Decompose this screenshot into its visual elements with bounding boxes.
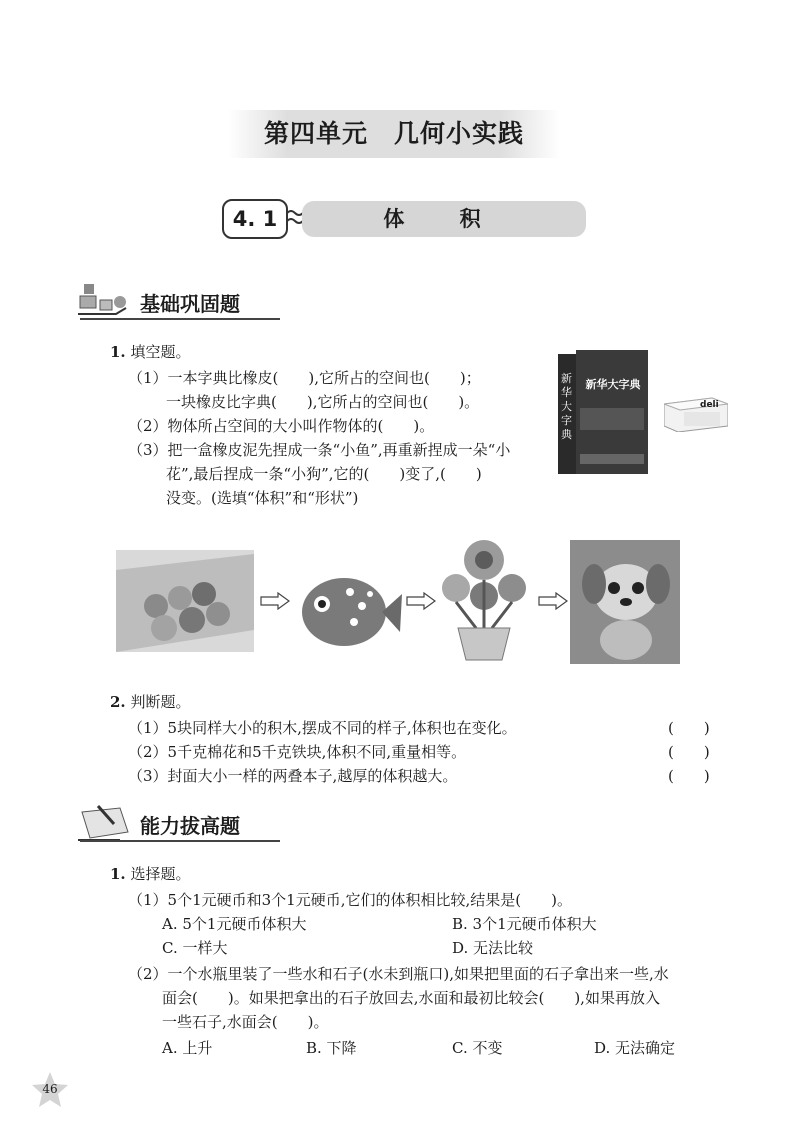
section2-underline <box>80 840 280 842</box>
section2-header <box>76 802 296 846</box>
s2-q1-p2a: （2）一个水瓶里装了一些水和石子(水未到瓶口),如果把里面的石子拿出来一些,水 <box>128 965 669 983</box>
lesson-header <box>222 199 582 239</box>
s1-q1-p1a: （1）一本字典比橡皮( ),它所占的空间也( )； <box>128 369 481 387</box>
s2-q1-heading <box>110 862 190 886</box>
s1-q2-item-2: （2）5千克棉花和5千克铁块,体积不同,重量相等。 <box>128 743 467 761</box>
s1-q2-item-3: （3）封面大小一样的两叠本子,越厚的体积越大。 <box>128 767 458 785</box>
clay-fish-image <box>292 566 404 654</box>
lesson-number: 4. 1 <box>222 199 288 239</box>
clay-dog-photo <box>570 540 680 664</box>
s2-q1-p2-option-c[interactable]: C. 不变 <box>452 1039 503 1057</box>
s1-q1-heading <box>110 340 190 364</box>
section1-underline <box>80 318 280 320</box>
eraser-brand: deli <box>700 400 719 410</box>
s1-q1-p3c: 没变。(选填“体积”和“形状”) <box>166 489 359 507</box>
dictionary-title: 新华大字典 <box>585 378 641 391</box>
arrow-right-icon-2 <box>406 592 436 610</box>
s1-q2-heading <box>110 690 190 714</box>
s2-q1-p2b: 面会( )。如果把拿出的石子放回去,水面和最初比较会( ),如果再放入 <box>162 989 660 1007</box>
eraser-image <box>664 392 728 432</box>
s2-q1-text: 选择题。 <box>130 865 191 883</box>
s2-q1-p1: （1）5个1元硬币和3个1元硬币,它们的体积相比较,结果是( )。 <box>128 891 572 909</box>
arrow-right-icon-3 <box>538 592 568 610</box>
s1-q1-label: 1. <box>110 343 126 361</box>
clay-box-photo <box>116 550 254 652</box>
s1-q1-p3b: 花”,最后捏成一条“小狗”,它的( )变了,( ) <box>166 465 482 483</box>
section1-title: 基础巩固题 <box>140 292 240 316</box>
s1-q2-item-2-blank[interactable]: ( ) <box>668 743 710 761</box>
arrow-right-icon-1 <box>260 592 290 610</box>
s1-q2-item-1-blank[interactable]: ( ) <box>668 719 710 737</box>
section1-header <box>76 280 296 324</box>
section2-title: 能力拔高题 <box>140 814 240 838</box>
s1-q1-p3a: （3）把一盒橡皮泥先捏成一条“小鱼”,再重新捏成一朵“小 <box>128 441 511 459</box>
s2-q1-p2-option-b[interactable]: B. 下降 <box>306 1039 357 1057</box>
s1-q1-p1b: 一块橡皮比字典( ),它所占的空间也( )。 <box>166 393 480 411</box>
s2-q1-p2-option-d[interactable]: D. 无法确定 <box>594 1039 676 1057</box>
s2-q1-p1-option-b[interactable]: B. 3个1元硬币体积大 <box>452 915 597 933</box>
s1-q2-label: 2. <box>110 693 126 711</box>
lesson-title: 体 积 <box>302 201 586 237</box>
dictionary-spine: 新华大字典 <box>561 372 572 441</box>
dictionary-image <box>558 350 650 478</box>
s2-q1-label: 1. <box>110 865 126 883</box>
unit-title-b: 几何小实践 <box>394 119 525 148</box>
unit-title-a: 第四单元 <box>263 119 368 148</box>
s1-q2-item-3-blank[interactable]: ( ) <box>668 767 710 785</box>
s1-q2-text: 判断题。 <box>130 693 191 711</box>
page-number-badge <box>30 1070 70 1110</box>
s1-q1-text: 填空题。 <box>130 343 191 361</box>
s2-q1-p2-option-a[interactable]: A. 上升 <box>162 1039 213 1057</box>
page-number: 46 <box>42 1082 58 1096</box>
unit-title <box>228 110 560 158</box>
s2-q1-p1-option-d[interactable]: D. 无法比较 <box>452 939 534 957</box>
s1-q1-p2: （2）物体所占空间的大小叫作物体的( )。 <box>128 417 435 435</box>
s2-q1-p2c: 一些石子,水面会( )。 <box>162 1013 329 1031</box>
s1-q2-item-1: （1）5块同样大小的积木,摆成不同的样子,体积也在变化。 <box>128 719 517 737</box>
s2-q1-p1-option-c[interactable]: C. 一样大 <box>162 939 228 957</box>
clay-flower-image <box>436 536 532 662</box>
s2-q1-p1-option-a[interactable]: A. 5个1元硬币体积大 <box>162 915 307 933</box>
